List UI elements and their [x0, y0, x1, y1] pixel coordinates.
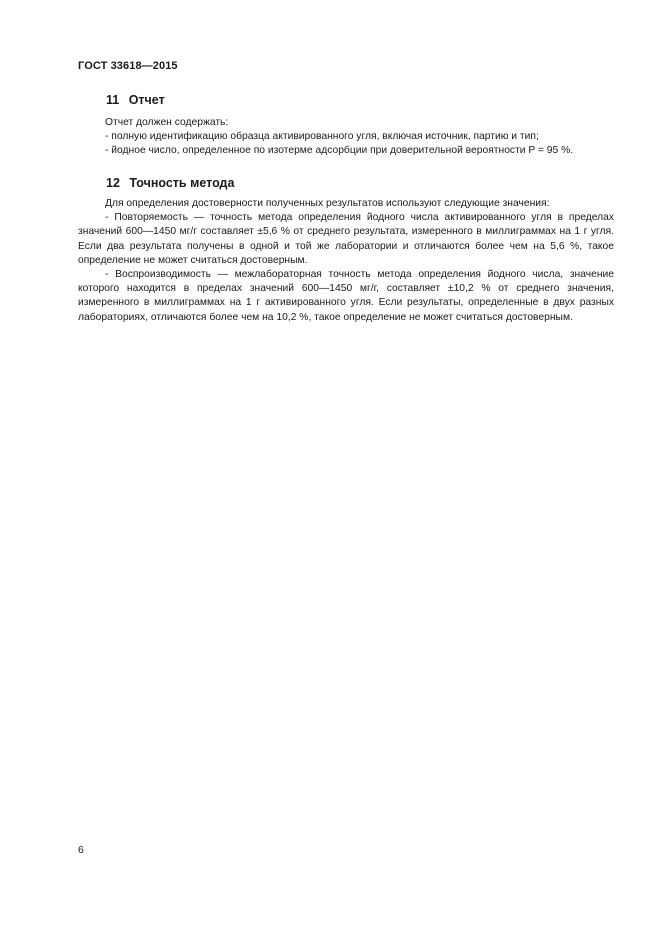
document-code: ГОСТ 33618—2015 — [78, 60, 178, 72]
section-11-intro: Отчет должен содержать: — [105, 117, 229, 128]
section-11-heading — [106, 93, 165, 107]
section-11-item: - полную идентификацию образца активированного угля, включая источник, партию и тип; — [105, 131, 539, 143]
section-12-intro: Для определения достоверности полученных результатов используют следующие значения: — [105, 198, 550, 209]
section-12-title: Точность метода — [129, 176, 235, 190]
section-11-number: 11 — [106, 93, 120, 107]
section-11-body — [78, 116, 614, 159]
section-11-item: - йодное число, определенное по изотерме адсорбции при доверительной вероятности P = 95 %. — [105, 145, 574, 157]
reproducibility-paragraph: - Воспроизводимость — межлабораторная точность метода определения йодного числа, значение которого находится в пределах значений 600—1450 мг/г, составляет ±10,2 % от среднего значения, измеренного в миллиграммах на 1 г активированного угля. Если результаты, определенные в двух разных лабораториях, отличаются более чем на 10,2 %, такое определение не может считаться достоверным. — [78, 269, 614, 323]
page-number: 6 — [78, 844, 84, 856]
repeatability-paragraph: - Повторяемость — точность метода определения йодного числа активированного угля в пределах значений 600—1450 мг/г составляет ±5,6 % от среднего результата, измеренного в миллиграммах на 1 г угля. Если два результата получены в одной и той же лаборатории и отличаются более чем на 5,6 %, такое определение не может считаться достоверным. — [78, 212, 614, 266]
section-12-body — [78, 197, 614, 325]
section-12-heading — [106, 176, 234, 190]
section-12-number: 12 — [106, 176, 120, 190]
section-11-title: Отчет — [128, 93, 165, 107]
